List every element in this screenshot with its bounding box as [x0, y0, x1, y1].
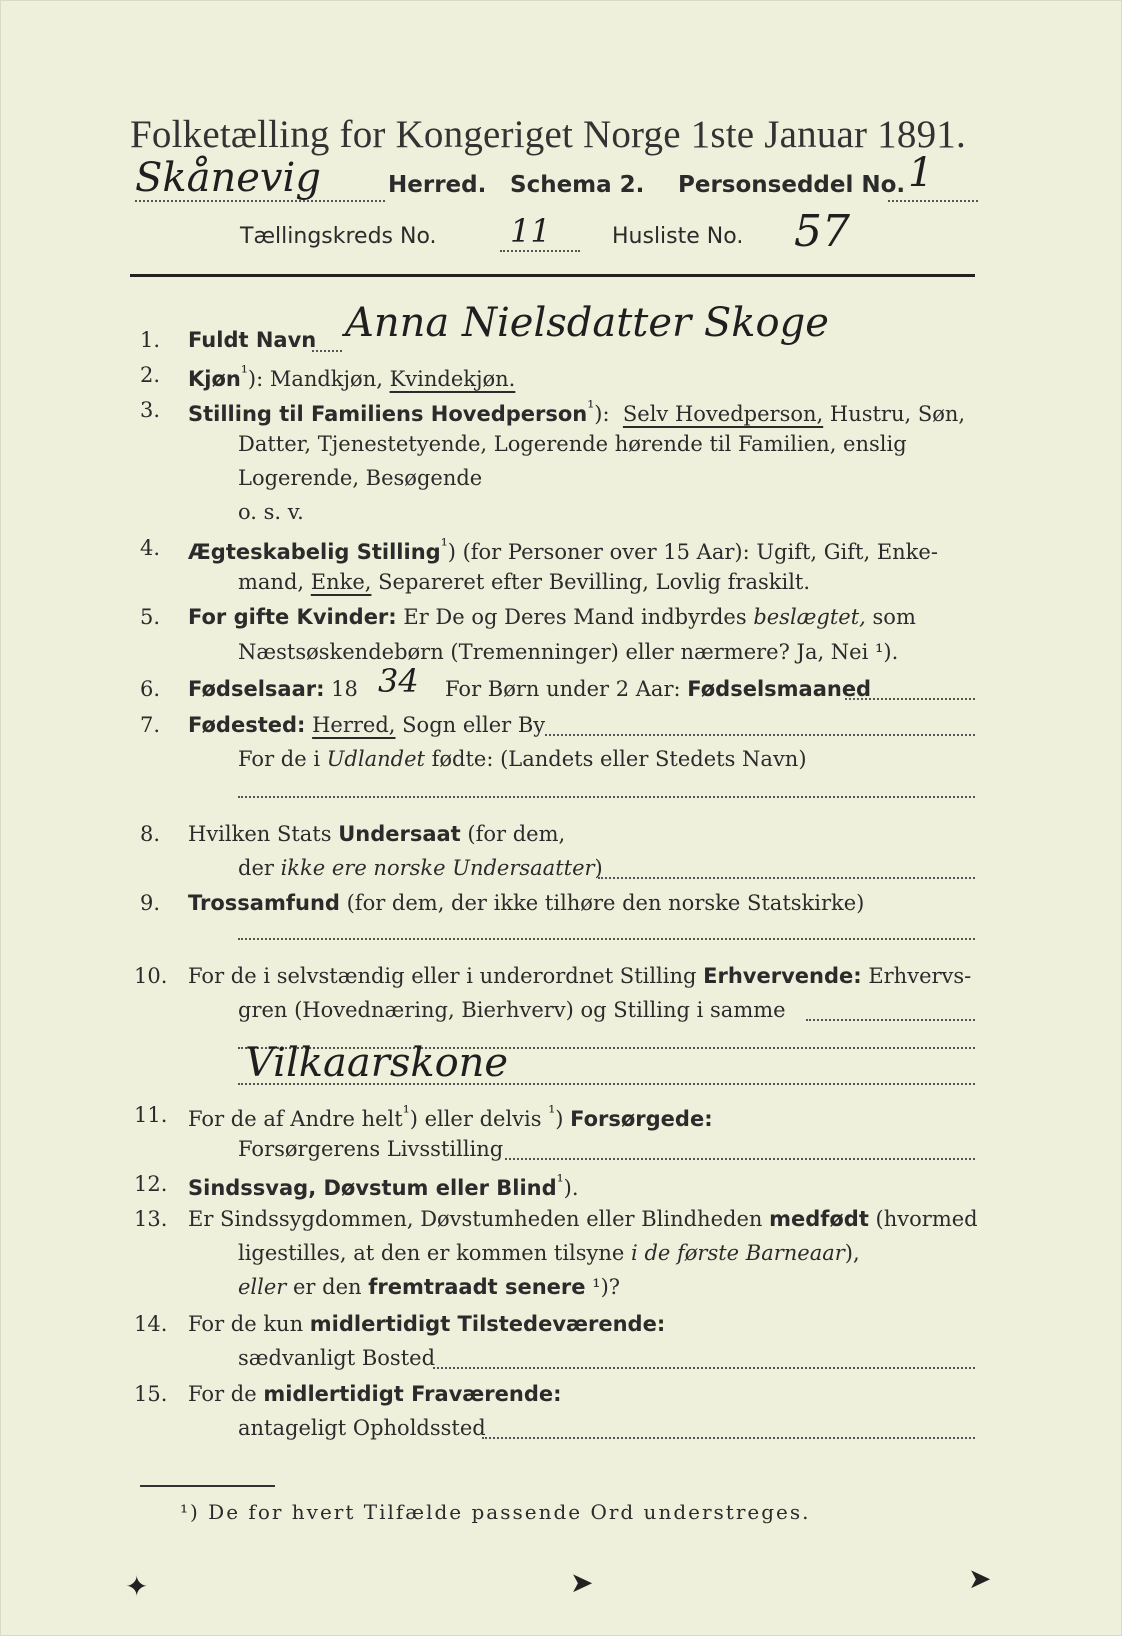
form-title: Folketælling for Kongeriget Norge 1ste Januar 1891.	[130, 113, 966, 156]
temporary-absent-text: For de	[188, 1382, 264, 1406]
occupation-text-end: Erhvervs-	[861, 964, 972, 988]
birthplace-line	[188, 713, 545, 737]
dependents-paren: )	[555, 1107, 571, 1131]
religion-line	[188, 891, 864, 915]
probable-residence-dotted-line	[482, 1437, 975, 1439]
congenital-line-2-end: ),	[844, 1241, 860, 1265]
provider-occupation-line: Forsørgerens Livsstilling	[238, 1137, 504, 1161]
personseddel-label: Personseddel No.	[678, 172, 906, 198]
temporary-present-line	[188, 1312, 665, 1336]
married-women-label: For gifte Kvinder:	[188, 605, 397, 629]
congenital-text-end: (hvormed	[868, 1207, 978, 1231]
occupation-label: Erhvervende:	[703, 964, 862, 988]
citizenship-line-2	[238, 856, 603, 880]
footnote-text: De for hvert Tilfælde passende Ord understreges.	[199, 1500, 811, 1524]
item-13-number: 13.	[134, 1207, 168, 1231]
marital-status-selected-option: Enke,	[310, 570, 372, 594]
foreign-birthplace-text-end: fødte: (Landets eller Stedets Navn)	[424, 747, 807, 771]
full-name-dotted-line	[312, 350, 342, 352]
congenital-line-2-italic: i de første Barneaar	[631, 1241, 845, 1265]
item-12-number: 12.	[134, 1172, 168, 1196]
item-9-number: 9.	[140, 891, 161, 915]
item-15-number: 15.	[134, 1382, 168, 1406]
personseddel-dotted-line	[888, 200, 978, 202]
gender-label: Kjøn	[188, 367, 241, 391]
gender-line	[188, 363, 515, 391]
footnote-ref: ¹	[548, 1103, 556, 1123]
married-women-italic: beslægtet,	[753, 605, 866, 629]
marital-status-line	[188, 536, 938, 564]
congenital-line-3-bold: fremtraadt senere	[368, 1275, 586, 1299]
item-7-number: 7.	[140, 713, 161, 737]
congenital-line-3-text: er den	[286, 1275, 369, 1299]
herred-dotted-line	[135, 200, 385, 202]
usual-residence-dotted-line	[433, 1367, 975, 1369]
dependents-label: Forsørgede:	[570, 1107, 713, 1131]
married-women-question-end: som	[865, 605, 916, 629]
footnote-ref: ¹	[240, 363, 248, 383]
temporary-present-text: For de kun	[188, 1312, 310, 1336]
married-women-question: Er De og Deres Mand indbyrdes	[396, 605, 754, 629]
birth-month-line	[445, 677, 871, 701]
footnote-ref: ¹	[440, 536, 448, 556]
header-divider	[130, 274, 975, 277]
birth-year-value-handwritten: 34	[378, 662, 419, 700]
household-position-colon: ):	[594, 402, 610, 426]
full-name-value-handwritten: Anna Nielsdatter Skoge	[345, 300, 829, 346]
item-11-number: 11.	[134, 1103, 168, 1127]
binding-mark-icon: ➤	[570, 1566, 594, 1599]
item-8-number: 8.	[140, 822, 161, 846]
occupation-dotted-line-3	[238, 1083, 975, 1085]
religion-dotted-line	[238, 938, 975, 940]
birthplace-selected-option: Herred,	[312, 713, 396, 737]
citizenship-line	[188, 822, 565, 846]
gender-options: ): Mandkjøn,	[247, 367, 390, 391]
taellingskreds-number-handwritten: 11	[510, 212, 551, 250]
religion-text: (for dem, der ikke tilhøre den norske Statskirke)	[339, 891, 865, 915]
husliste-label: Husliste No.	[612, 224, 744, 249]
citizenship-line-2-end: )	[594, 856, 603, 880]
schema-label: Schema 2.	[510, 172, 645, 198]
citizenship-line-2-text: der	[238, 856, 281, 880]
birth-year-label: Fødselsaar:	[188, 677, 325, 701]
dependents-delvis: ) eller delvis	[409, 1107, 549, 1131]
household-position-line	[188, 398, 965, 426]
footnote	[180, 1500, 810, 1524]
married-women-line-2: Næstsøskendebørn (Tremenninger) eller nærmere? Ja, Nei ¹).	[238, 640, 899, 664]
taellingskreds-dotted-line	[500, 250, 580, 252]
citizenship-label: Undersaat	[338, 822, 461, 846]
religion-label: Trossamfund	[188, 891, 340, 915]
occupation-dotted-line-1	[806, 1019, 975, 1021]
disability-label: Sindssvag, Døvstum eller Blind	[188, 1176, 557, 1200]
marital-status-line-2	[238, 570, 810, 594]
congenital-line-3-end: ¹)?	[585, 1275, 621, 1299]
marital-status-options: ) (for Personer over 15 Aar): Ugift, Gift, Enke-	[447, 540, 938, 564]
birth-month-label: Fødselsmaaned	[687, 677, 872, 701]
congenital-text: Er Sindssygdommen, Døvstumheden eller Blindheden	[188, 1207, 770, 1231]
temporary-absent-label: midlertidigt Fraværende:	[263, 1382, 562, 1406]
item-10-number: 10.	[134, 964, 168, 988]
foreign-birthplace-dotted-line	[238, 796, 975, 798]
congenital-line-2	[238, 1241, 860, 1265]
birthplace-label: Fødested:	[188, 713, 306, 737]
congenital-label: medfødt	[769, 1207, 869, 1231]
herred-label: Herred.	[388, 172, 487, 198]
item-1-number: 1.	[140, 328, 161, 352]
disability-end: ).	[563, 1176, 579, 1200]
occupation-value-handwritten: Vilkaarskone	[245, 1040, 509, 1086]
footnote-mark: ¹)	[180, 1500, 200, 1524]
birth-year-line	[188, 677, 358, 701]
husliste-number-handwritten: 57	[794, 206, 850, 257]
occupation-text: For de i selvstændig eller i underordnet Stilling	[188, 964, 704, 988]
birthplace-dotted-line	[545, 734, 975, 736]
birth-year-prefix: 18	[324, 677, 358, 701]
footnote-ref: ¹	[587, 398, 595, 418]
herred-name-handwritten: Skånevig	[135, 155, 321, 201]
temporary-absent-line	[188, 1382, 562, 1406]
citizenship-text: Hvilken Stats	[188, 822, 339, 846]
taellingskreds-label: Tællingskreds No.	[240, 224, 437, 249]
marital-status-label: Ægteskabelig Stilling	[188, 540, 441, 564]
temporary-present-label: midlertidigt Tilstedeværende:	[309, 1312, 666, 1336]
occupation-line-2: gren (Hovednæring, Bierhverv) og Stilling i samme	[238, 998, 786, 1022]
binding-mark-icon: ➤	[968, 1562, 992, 1595]
congenital-line	[188, 1207, 978, 1231]
married-women-line	[188, 605, 916, 629]
household-position-selected-option: Selv Hovedperson,	[622, 402, 824, 426]
item-4-number: 4.	[140, 536, 161, 560]
item-5-number: 5.	[140, 605, 161, 629]
dependents-text: For de af Andre	[188, 1107, 362, 1131]
item-3-number: 3.	[140, 398, 161, 422]
footnote-ref: ¹	[556, 1172, 564, 1192]
dependents-line	[188, 1103, 713, 1131]
full-name-label: Fuldt Navn	[188, 328, 317, 352]
personseddel-number-handwritten: 1	[908, 150, 934, 196]
citizenship-dotted-line	[598, 877, 975, 879]
household-position-options-line-3: Logerende, Besøgende	[238, 466, 483, 490]
household-position-options: Hustru, Søn,	[823, 402, 966, 426]
footnote-divider	[140, 1485, 275, 1487]
congenital-line-2-text: ligestilles, at den er kommen tilsyne	[238, 1241, 632, 1265]
congenital-line-3	[238, 1275, 620, 1299]
birthplace-options: Sogn eller By	[395, 713, 546, 737]
provider-occupation-dotted-line	[505, 1158, 975, 1160]
foreign-birthplace-line	[238, 747, 807, 771]
gender-selected-option: Kvindekjøn.	[389, 367, 516, 391]
citizenship-line-2-italic: ikke ere norske Undersaatter	[280, 856, 595, 880]
usual-residence-line: sædvanligt Bosted	[238, 1346, 436, 1370]
occupation-line	[188, 964, 971, 988]
disability-line	[188, 1172, 579, 1200]
item-6-number: 6.	[140, 677, 161, 701]
footnote-ref: ¹	[402, 1103, 410, 1123]
household-position-label: Stilling til Familiens Hovedperson	[188, 402, 588, 426]
item-14-number: 14.	[134, 1312, 168, 1336]
congenital-line-3-italic: eller	[238, 1275, 287, 1299]
birth-month-question: For Børn under 2 Aar:	[445, 677, 688, 701]
foreign-birthplace-italic: Udlandet	[326, 747, 425, 771]
probable-residence-line: antageligt Opholdssted	[238, 1416, 486, 1440]
item-2-number: 2.	[140, 363, 161, 387]
binding-mark-icon: ✦	[125, 1570, 149, 1603]
marital-status-options-rest: Separeret efter Bevilling, Lovlig fraskilt.	[371, 570, 811, 594]
birth-month-dotted-line	[845, 698, 975, 700]
dependents-helt: helt	[361, 1107, 403, 1131]
household-position-options-line-4: o. s. v.	[238, 500, 304, 524]
foreign-birthplace-text: For de i	[238, 747, 327, 771]
citizenship-text-end: (for dem,	[460, 822, 566, 846]
household-position-options-line-2: Datter, Tjenestetyende, Logerende hørende til Familien, enslig	[238, 432, 907, 456]
marital-status-option-enkemand: mand,	[238, 570, 311, 594]
